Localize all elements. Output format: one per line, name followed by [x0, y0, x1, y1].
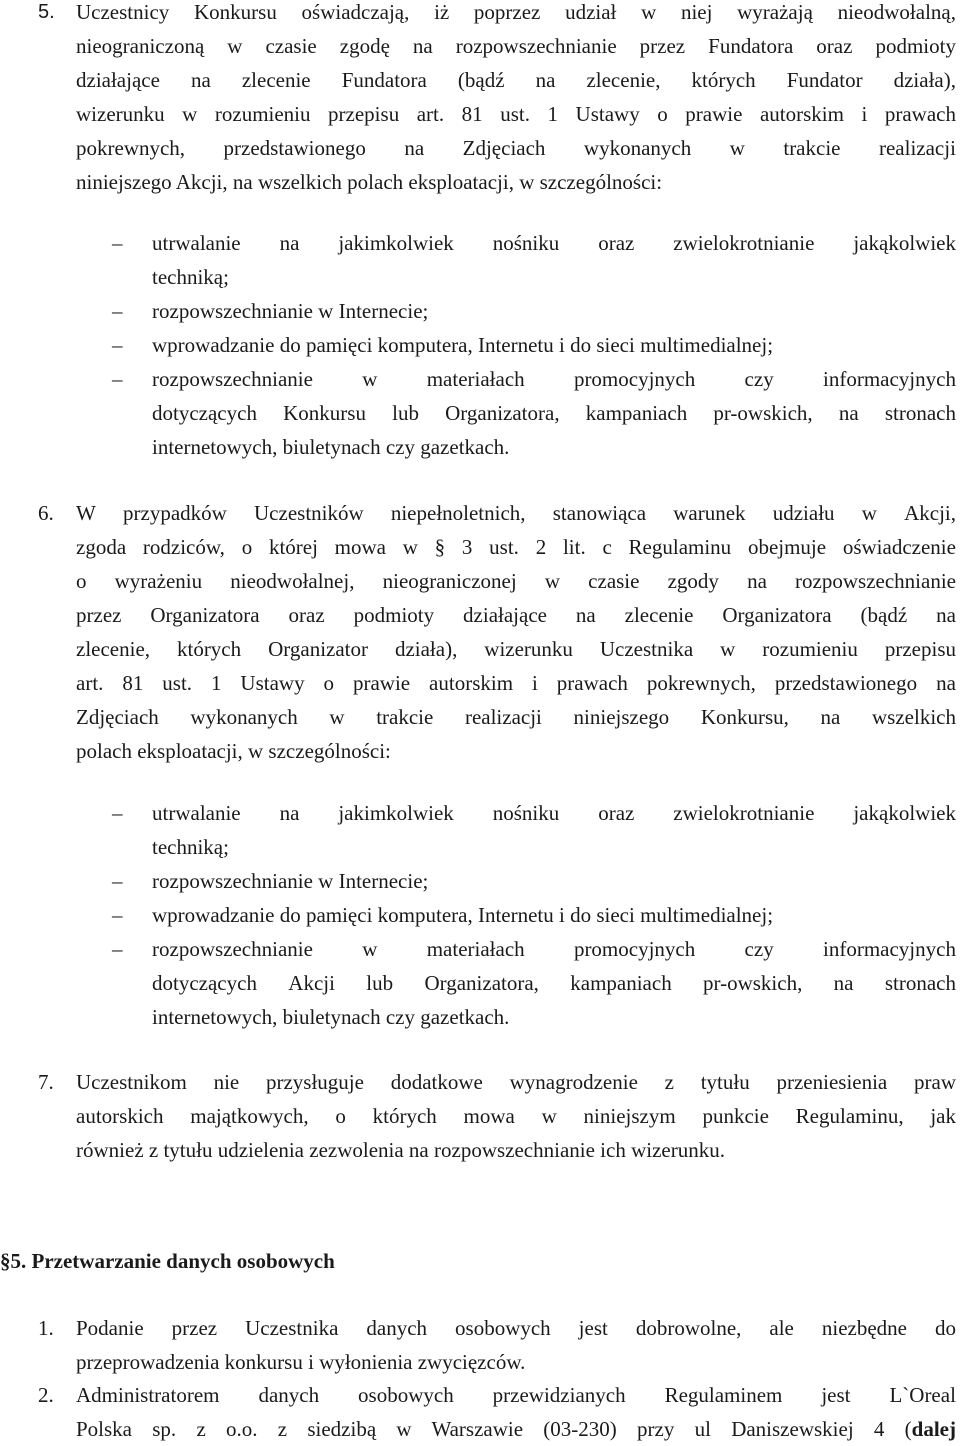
- text-line: zgoda rodziców, o której mowa w § 3 ust. 2 lit. c Regulaminu obejmuje oświadczenie: [76, 535, 956, 559]
- item-number: 5.: [38, 1, 55, 23]
- text-line: Podanie przez Uczestnika danych osobowych jest dobrowolne, ale niezbędne do: [76, 1316, 956, 1340]
- item-5-text: [76, 0, 956, 199]
- bullet-item: [152, 864, 956, 898]
- text-line: art. 81 ust. 1 Ustawy o prawie autorskim i prawach pokrewnych, przedstawionego na: [76, 671, 956, 695]
- text-line: utrwalanie na jakimkolwiek nośniku oraz zwielokrotnianie jakąkolwiek: [152, 231, 956, 255]
- item-number: 1.: [38, 1316, 54, 1340]
- section-5-item-1-text: [76, 1311, 956, 1379]
- section-5-item-2-text: [76, 1378, 956, 1446]
- text-line: nieograniczoną w czasie zgodę na rozpowszechnianie przez Fundatora oraz podmioty: [76, 34, 956, 58]
- text-line: działające na zlecenie Fundatora (bądź na zlecenie, których Fundator działa),: [76, 68, 956, 92]
- text-line-with-bold: [76, 1412, 956, 1446]
- dash-marker: –: [112, 333, 123, 357]
- item-6-text: [76, 496, 956, 768]
- text-line: również z tytułu udzielenia zezwolenia na rozpowszechnianie ich wizerunku.: [76, 1138, 725, 1162]
- dash-marker: –: [112, 367, 123, 391]
- text-line: Uczestnicy Konkursu oświadczają, iż poprzez udział w niej wyrażają nieodwołalną,: [76, 0, 956, 24]
- text-line: autorskich majątkowych, o których mowa w niniejszym punkcie Regulaminu, jak: [76, 1104, 956, 1128]
- text-line: niniejszego Akcji, na wszelkich polach eksploatacji, w szczególności:: [76, 170, 663, 194]
- text-line: zlecenie, których Organizator działa), wizerunku Uczestnika w rozumieniu przepisu: [76, 637, 956, 661]
- text-line: przez Organizatora oraz podmioty działające na zlecenie Organizatora (bądź na: [76, 603, 956, 627]
- item-number: 2.: [38, 1383, 54, 1407]
- text-line: dotyczących Konkursu lub Organizatora, kampaniach pr-owskich, na stronach: [152, 401, 956, 425]
- text-segment: Polska sp. z o.o. z siedzibą w Warszawie (03-230) przy ul Daniszewskiej 4 (: [76, 1417, 912, 1441]
- text-line: Administratorem danych osobowych przewidzianych Regulaminem jest L`Oreal: [76, 1383, 956, 1407]
- section-heading: §5. Przetwarzanie danych osobowych: [0, 1249, 335, 1273]
- item-5-bullet-list: [0, 226, 960, 466]
- text-line: Uczestnikom nie przysługuje dodatkowe wynagrodzenie z tytułu przeniesienia praw: [76, 1070, 956, 1094]
- text-line: rozpowszechnianie w Internecie;: [152, 869, 429, 893]
- text-line: Zdjęciach wykonanych w trakcie realizacji niniejszego Konkursu, na wszelkich: [76, 705, 956, 729]
- bold-text: dalej: [911, 1417, 956, 1441]
- text-line: utrwalanie na jakimkolwiek nośniku oraz zwielokrotnianie jakąkolwiek: [152, 801, 956, 825]
- dash-marker: –: [112, 801, 123, 825]
- text-line: techniką;: [152, 265, 229, 289]
- text-line: dotyczących Akcji lub Organizatora, kampaniach pr-owskich, na stronach: [152, 971, 956, 995]
- item-7-text: [76, 1065, 956, 1167]
- text-line: rozpowszechnianie w Internecie;: [152, 299, 429, 323]
- bullet-item: [152, 932, 956, 1034]
- bullet-item: [152, 294, 956, 328]
- dash-marker: –: [112, 903, 123, 927]
- dash-marker: –: [112, 869, 123, 893]
- text-line: wizerunku w rozumieniu przepisu art. 81 ust. 1 Ustawy o prawie autorskim i prawach: [76, 102, 956, 126]
- item-number: 7.: [38, 1070, 54, 1094]
- text-line: wprowadzanie do pamięci komputera, Internetu i do sieci multimedialnej;: [152, 333, 774, 357]
- bullet-item: [152, 328, 956, 362]
- text-line: W przypadków Uczestników niepełnoletnich, stanowiąca warunek udziału w Akcji,: [76, 501, 956, 525]
- text-line: internetowych, biuletynach czy gazetkach.: [152, 435, 510, 459]
- text-line: wprowadzanie do pamięci komputera, Internetu i do sieci multimedialnej;: [152, 903, 774, 927]
- dash-marker: –: [112, 299, 123, 323]
- bullet-item: [152, 898, 956, 932]
- dash-marker: –: [112, 937, 123, 961]
- text-line: internetowych, biuletynach czy gazetkach.: [152, 1005, 510, 1029]
- text-line: rozpowszechnianie w materiałach promocyjnych czy informacyjnych: [152, 937, 956, 961]
- text-line: rozpowszechnianie w materiałach promocyjnych czy informacyjnych: [152, 367, 956, 391]
- text-line: polach eksploatacji, w szczególności:: [76, 739, 391, 763]
- bullet-item: [152, 226, 956, 294]
- bullet-item: [152, 796, 956, 864]
- item-6-bullet-list: [0, 796, 960, 1036]
- text-line: o wyrażeniu nieodwołalnej, nieograniczonej w czasie zgody na rozpowszechnianie: [76, 569, 956, 593]
- text-line: przeprowadzenia konkursu i wyłonienia zwycięzców.: [76, 1350, 526, 1374]
- text-line: pokrewnych, przedstawionego na Zdjęciach wykonanych w trakcie realizacji: [76, 136, 956, 160]
- dash-marker: –: [112, 231, 123, 255]
- item-number: 6.: [38, 501, 54, 525]
- text-line: techniką;: [152, 835, 229, 859]
- bullet-item: [152, 362, 956, 464]
